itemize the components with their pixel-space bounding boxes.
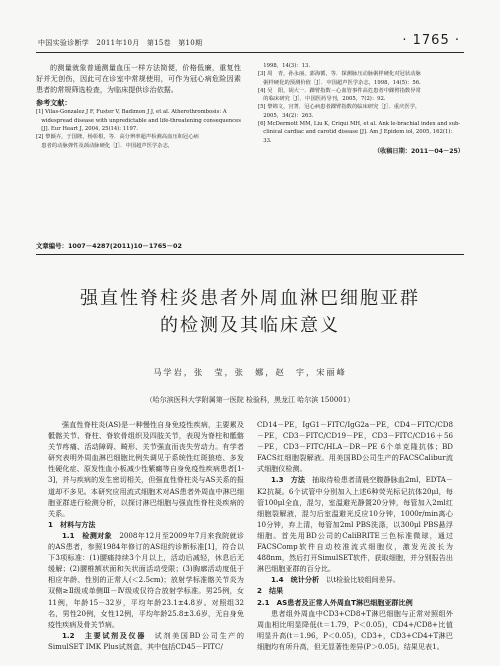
subsection-1-1 bbox=[48, 530, 244, 630]
results-paragraph: 患者组外周血中CD3+CD8+T淋巴细胞与正常对照组外周血相比明显降低(t＝1.79，P＜0.05)，CD4+/CD8+比值明显升高(t＝1.96，P＜0.05)，CD3+，CD3+CD4+T淋巴细胞均有所升高，但无显著性差异(P＞0.05)。结果见表1。 bbox=[257, 608, 453, 651]
references-list-right bbox=[258, 62, 464, 145]
header-rule bbox=[36, 52, 464, 53]
journal-header: 中国实验诊断学 2011年10月 第15卷 第10期 bbox=[38, 39, 203, 47]
references-title: 参考文献： bbox=[36, 98, 72, 108]
conclusion-paragraph: 的测量就象普通测量血压一样方法简便，价格低廉，重复性好并无创伤，因此可在诊室中常规使用，可作为冠心病危险因素患者的常规筛选检查，为临床提供诊治依据。 bbox=[36, 63, 241, 95]
page-number: · 1765 · bbox=[402, 33, 460, 48]
subsection-1-3 bbox=[257, 474, 453, 574]
intro-paragraph: 强直性脊柱炎(AS)是一种慢性自身免疫性疾病，主要累及骶髂关节、脊柱、脊软骨组织及四肢关节，表现为脊柱和骶髂关节疼痛、活动障碍、畸形、关节强直而丧失劳动力。有学者研究表明外周血淋巴细胞比例失调见于系统性红斑狼疮、多发性硬化症、原发性血小板减少性紫癜等自身免疫性疾病患者[1-3]，并与疾病的发生密切相关，但强直性脊柱炎与AS关系的报道却不多见。本研究应用流式细胞术对AS患者外周血中淋巴细胞亚群进行检测分析，以探讨淋巴细胞与强直性脊柱炎疾病的关系。 bbox=[48, 420, 244, 518]
subsection-heading: 1.2 主要试剂及仪器 bbox=[62, 630, 146, 640]
reference-line: 患者的动脉弹性及颈动脉硬化［J］．中国超声医学杂志， bbox=[36, 142, 174, 149]
subsection-text: 试剂美国BD公司生产的SimulSET IMK Plus试剂盒，其中包括CD45－FITC/ bbox=[48, 630, 244, 651]
subsection-heading: 1.4 统计分析 bbox=[271, 575, 320, 585]
subsection-heading: 1.3 方法 bbox=[271, 475, 306, 485]
reference-line: [1] Vilas-Gonzalez J F, Fuster V, Badimon J J, et al. Atherothrombosis: A bbox=[36, 109, 227, 116]
reference-line: [6] McDermott MM, Liu K, Criqui MH, et al. Ank le-brachial index and sub- bbox=[258, 121, 461, 128]
subsection-text: 以t检验比较组间差异。 bbox=[326, 575, 400, 585]
received-date: （收稿日期：2011－04－25） bbox=[373, 147, 464, 155]
references-list-left bbox=[36, 108, 241, 149]
reference-line: widespread disease with unpredictable and life-threatening consequences bbox=[36, 117, 241, 124]
reference-line: 2005，34(2)：263. bbox=[258, 112, 314, 119]
article-number: 文章编号：1007－4287(2011)10－1765－02 bbox=[36, 242, 182, 250]
subsection-text: 抽取待检患者清晨空腹静脉血2ml，EDTA－K2抗凝。6个试管中分别加入上述6种荧光标记抗体20μl，每管100μl全血，混匀，室温避光静置20分钟，每管加入2ml红细胞裂解液，混匀后室温避光反应10分钟，1000r/min离心10分钟，弃上清，每管加2ml PBS洗涤，以300μl PBS悬浮细胞。首先用BD公司的CaliBRITE三色标准微球，通过FACSComp软件自动校准流式细胞仪，激发光波长为488nm，然后打开SimulSET软件，获取细胞，并分别报告出淋巴细胞亚群的百分比。 bbox=[257, 475, 453, 574]
article-title-line-1: 强直性脊柱炎患者外周血淋巴细胞亚群 bbox=[80, 288, 420, 309]
subsection-1-4 bbox=[257, 574, 453, 585]
reference-line: 的临床研究［J］．中国医药导刊，2005，7(2)：92. bbox=[258, 96, 386, 103]
reference-line: [2] 黎颖卉，于国隆，杨彰根，等．高分辨率超声检测高血压和冠心病 bbox=[36, 134, 199, 141]
subsection-heading: 2.1 AS患者及正常人外周血T淋巴细胞亚群比例 bbox=[257, 597, 413, 607]
reference-line: [5] 黎锦文，宫菁．冠心病患者踝臂指数的临床研究［J］．重庆医学， bbox=[258, 104, 421, 111]
body-left-column bbox=[48, 419, 244, 652]
top-left-column bbox=[36, 62, 241, 150]
reference-line: 1998，14(3)：13. bbox=[258, 63, 311, 69]
reference-line: 33. bbox=[258, 137, 272, 144]
section-heading: 1 材料与方法 bbox=[48, 519, 96, 529]
reagent-paragraph: CD14－PE，IgG1－FITC/IgG2a－PE，CD4－FITC/CD8－PE，CD3－FITC/CD19－PE，CD3－FITC/CD16＋56－PE，CD3－FITC/HLA－DR－PE 6个单克隆抗体；BD FACS红细胞裂解液。用美国BD公司生产的FACSCalibur流式细胞仪检测。 bbox=[257, 420, 453, 474]
reference-line: [3] 周 青，孙永丽，郭海循，等．探测脉压动脉粥样硬化对冠状动脉 bbox=[258, 71, 421, 78]
affiliation: （哈尔滨医科大学附属第一医院 检验科，黑龙江 哈尔滨 150001） bbox=[145, 396, 355, 404]
subsection-1-2 bbox=[48, 630, 244, 652]
reference-line: clinical cardiac and carotid disease [J]. Am J Epidem iol, 2005, 162(1): bbox=[258, 129, 453, 136]
top-right-column bbox=[258, 62, 464, 156]
reference-line: [J]. Eur Heart J, 2004, 25(14): 1197. bbox=[36, 125, 138, 132]
subsection-heading: 1.1 检测对象 bbox=[62, 530, 112, 540]
reference-line: [4] 吴 阳，胡大一．踝臂指数－心血管事件高危患者中踝臂指数异常 bbox=[258, 87, 421, 94]
section-rule bbox=[36, 254, 464, 255]
body-right-column bbox=[257, 419, 453, 652]
subsection-text: 2008年12月至2009年7月来我院就诊的AS患者，参照1984年修订的AS纽约诊断标准[1]，符合以下3项标准：(1)腰痛持续3个月以上，活动后减轻，休息后无缓解；(2)腰椎额状面和矢状面活动受限；(3)胸廓活动度低于相应年龄、性别的正常人(＜2.5cm)；放射学标准髂关节炎为双侧≥Ⅱ级或单侧Ⅲ－Ⅳ级或仅符合放射学标准。男25例，女11例，年龄15－32岁，平均年龄23.1±4.8岁。对照组32名，男性20例，女性12例，平均年龄25.8±3.6岁，无自身免疫性疾病及骨关节病。 bbox=[48, 530, 244, 629]
reference-line: 粥样硬化的预测价值［J］．中国超声医学杂志，1998，14(5)：56. bbox=[258, 79, 421, 86]
article-title-line-2: 的检测及其临床意义 bbox=[160, 315, 340, 336]
author-list: 马学岩，张 莹，张 娜，赵 宇，宋丽峰 bbox=[153, 367, 347, 377]
section-heading: 2 结果 bbox=[257, 586, 284, 596]
